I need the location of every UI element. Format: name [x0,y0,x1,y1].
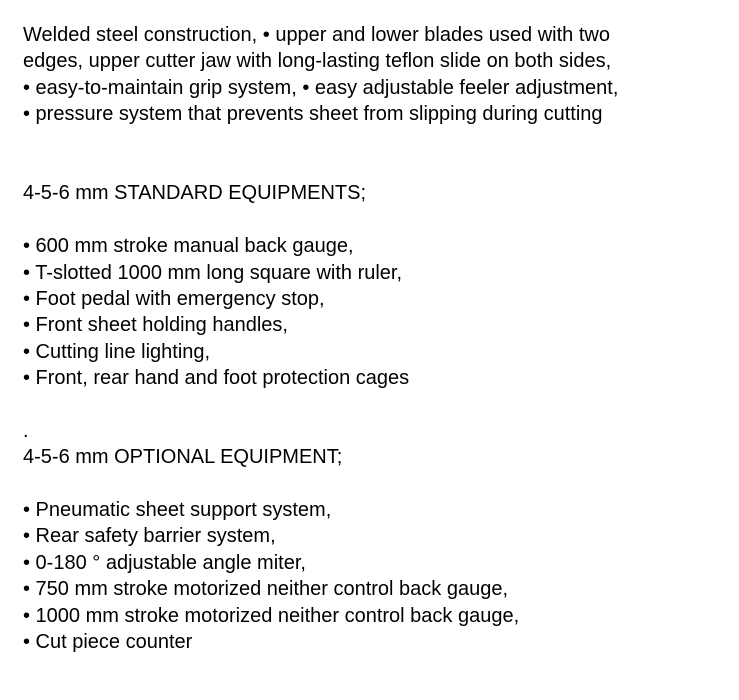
intro-line: Welded steel construction, • upper and lower blades used with two [23,24,610,46]
separator-dot: . [23,419,29,442]
optional-equipment-list [23,497,723,655]
optional-equipment-heading: 4-5-6 mm OPTIONAL EQUIPMENT; [23,446,343,469]
intro-line: • easy-to-maintain grip system, • easy adjustable feeler adjustment, [23,76,619,99]
list-item: • 1000 mm stroke motorized neither control back gauge, [23,604,520,627]
standard-equipment-list [23,233,723,391]
list-item: • Cut piece counter [23,630,193,653]
spacer [23,154,723,180]
spacer [23,471,723,497]
standard-equipment-heading: 4-5-6 mm STANDARD EQUIPMENTS; [23,182,366,205]
list-item: • Cutting line lighting, [23,340,211,363]
intro-line: edges, upper cutter jaw with long-lasting teflon slide on both sides, [23,50,612,73]
spacer [23,207,723,233]
list-item: • Front sheet holding handles, [23,314,288,337]
spacer [23,128,723,154]
list-item: • Front, rear hand and foot protection cages [23,367,410,390]
intro-line: • pressure system that prevents sheet from slipping during cutting [23,103,603,126]
list-item: • 750 mm stroke motorized neither control back gauge, [23,578,509,601]
list-item: • 0-180 ° adjustable angle miter, [23,551,306,574]
list-item: • Pneumatic sheet support system, [23,499,332,522]
document-body [23,22,723,655]
intro-paragraph [23,22,723,128]
list-item: • T-slotted 1000 mm long square with ruler, [23,261,403,284]
list-item: • Rear safety barrier system, [23,525,276,548]
list-item: • 600 mm stroke manual back gauge, [23,235,354,258]
list-item: • Foot pedal with emergency stop, [23,287,325,310]
spacer [23,391,723,417]
